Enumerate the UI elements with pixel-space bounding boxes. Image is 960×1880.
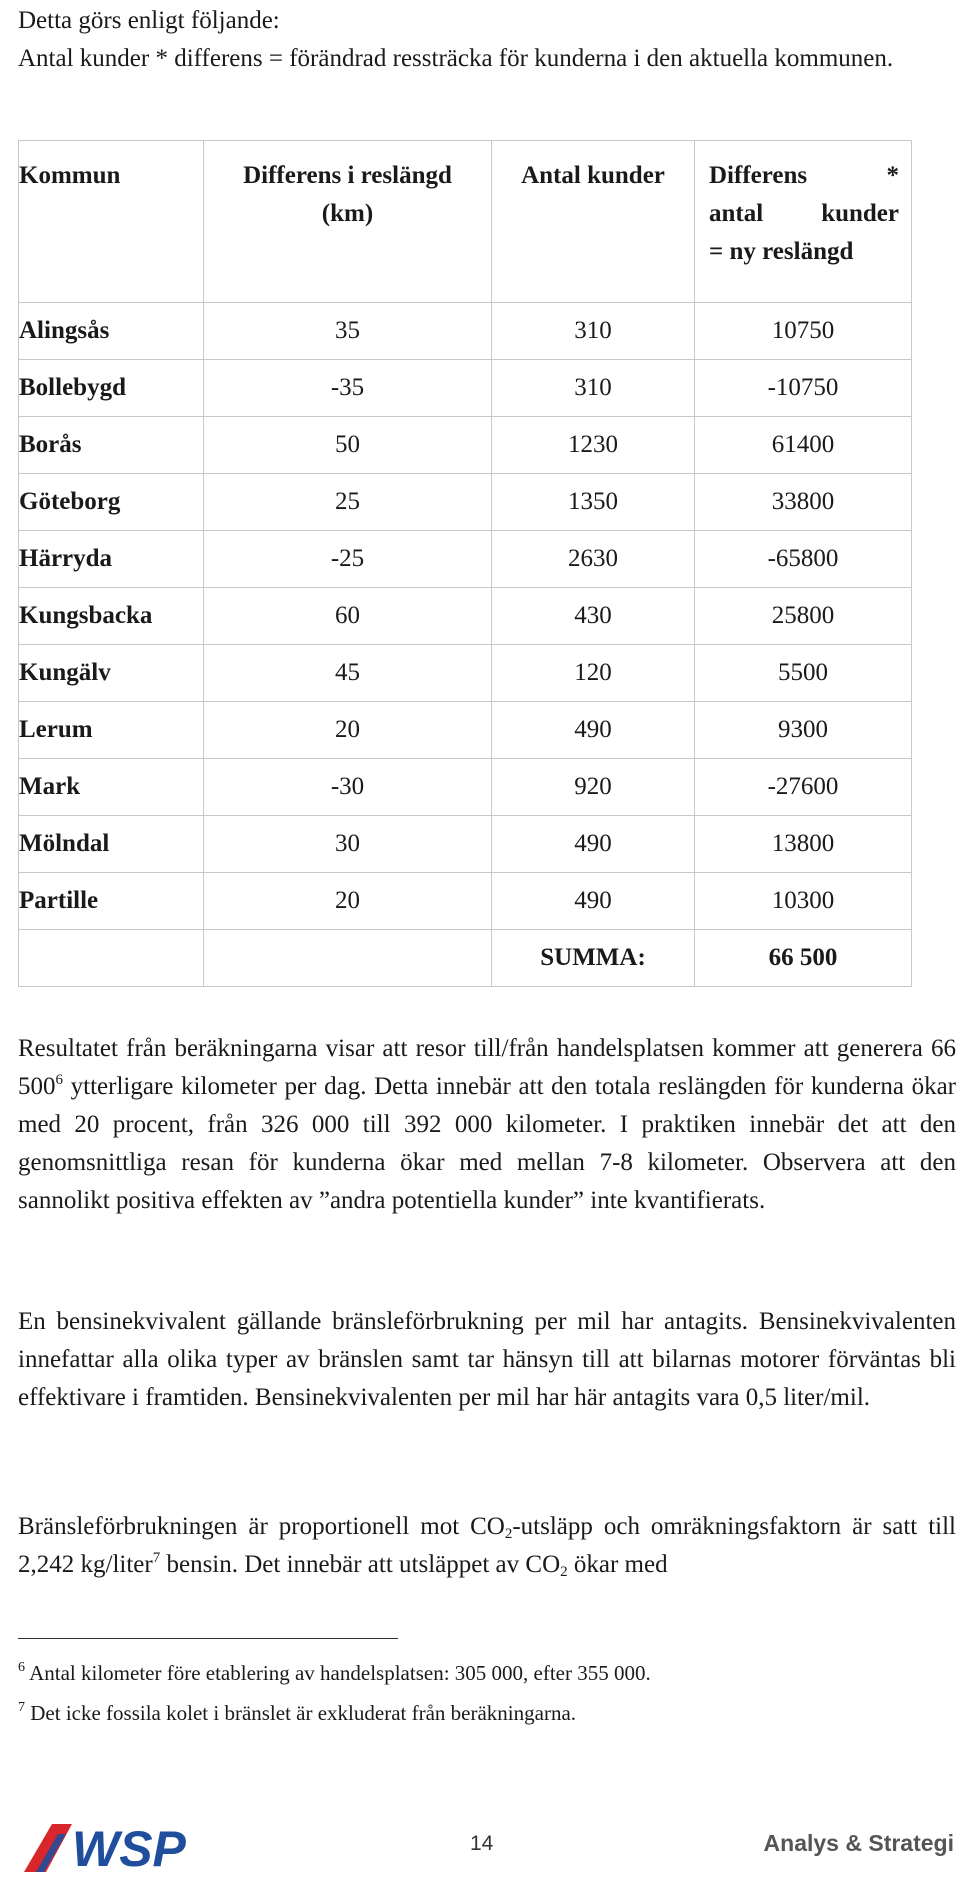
cell-differens: -35 — [204, 360, 492, 417]
footnote-divider — [18, 1638, 398, 1639]
cell-kommun: Partille — [19, 873, 204, 930]
cell-kommun: Kungälv — [19, 645, 204, 702]
cell-antal: 120 — [492, 645, 695, 702]
footnote-ref-6: 6 — [55, 1072, 63, 1088]
table-row — [19, 759, 912, 816]
cell-kommun: Borås — [19, 417, 204, 474]
cell-antal: 310 — [492, 303, 695, 360]
cell-differens: 60 — [204, 588, 492, 645]
cell-ny-reslangd: -27600 — [695, 759, 912, 816]
table-row — [19, 702, 912, 759]
cell-kommun: Kungsbacka — [19, 588, 204, 645]
co2-subscript: 2 — [560, 1564, 568, 1580]
sum-label: SUMMA: — [492, 930, 695, 987]
table-row — [19, 588, 912, 645]
table-row — [19, 816, 912, 873]
table-row — [19, 474, 912, 531]
table-row — [19, 417, 912, 474]
cell-differens: 50 — [204, 417, 492, 474]
table-row — [19, 873, 912, 930]
paragraph-resultat-b: ytterligare kilometer per dag. Detta innebär att den totala reslängden för kunderna ökar med 20 procent, från 326 000 till 392 000 kilometer. I praktiken innebär det att den genomsnittliga resan för kunderna ökar med mellan 7-8 kilometer. Observera att den sannolikt positiva effekten av ”andra potentiella kunder” inte kvantifierats. — [18, 1073, 956, 1214]
cell-differens: 20 — [204, 702, 492, 759]
cell-ny-reslangd: 61400 — [695, 417, 912, 474]
intro-line-2: Antal kunder * differens = förändrad ressträcka för kunderna i den aktuella kommunen. — [18, 45, 894, 72]
footnote-7 — [18, 1698, 918, 1728]
report-series-label: Analys & Strategi — [763, 1830, 954, 1856]
cell-ny-reslangd: -65800 — [695, 531, 912, 588]
header-differens-line-1: Differens i reslängd — [243, 162, 452, 189]
cell-kommun: Lerum — [19, 702, 204, 759]
sum-empty-cell — [204, 930, 492, 987]
wsp-logo — [22, 1816, 222, 1876]
cell-differens: -30 — [204, 759, 492, 816]
sum-value: 66 500 — [695, 930, 912, 987]
cell-kommun: Göteborg — [19, 474, 204, 531]
paragraph-co2-d: ökar med — [567, 1551, 668, 1578]
footnote-text: Det icke fossila kolet i bränslet är exkluderat från beräkningarna. — [25, 1701, 577, 1725]
paragraph-bensin-text: En bensinekvivalent gällande bränsleförbrukning per mil har antagits. Bensinekvivalenten innefattar alla olika typer av bränslen samt tar hänsyn till att bilarnas motorer förväntas bli effektivare i framtiden. Bensinekvivalenten per mil har här antagits vara 0,5 liter/mil. — [18, 1308, 956, 1411]
cell-differens: 20 — [204, 873, 492, 930]
cell-differens: 45 — [204, 645, 492, 702]
paragraph-co2 — [18, 1508, 956, 1584]
header-differens — [204, 141, 492, 303]
cell-antal: 310 — [492, 360, 695, 417]
table-header-row — [19, 141, 912, 303]
page-footer — [0, 1810, 960, 1880]
cell-ny-reslangd: 13800 — [695, 816, 912, 873]
co2-subscript: 2 — [504, 1526, 513, 1542]
cell-antal: 490 — [492, 873, 695, 930]
cell-ny-reslangd: -10750 — [695, 360, 912, 417]
paragraph-co2-a: Bränsleförbrukningen är proportionell mot CO — [18, 1513, 505, 1540]
table-row — [19, 645, 912, 702]
header-ny-reslangd-a: Differens — [709, 162, 808, 189]
footnotes — [18, 1658, 918, 1738]
cell-antal: 2630 — [492, 531, 695, 588]
footnote-6 — [18, 1658, 918, 1688]
header-ny-reslangd-c: antal — [709, 200, 764, 227]
cell-kommun: Mölndal — [19, 816, 204, 873]
cell-differens: 35 — [204, 303, 492, 360]
cell-antal: 1350 — [492, 474, 695, 531]
header-ny-reslangd-e: = ny reslängd — [709, 238, 854, 265]
paragraph-resultat-a: Resultatet från beräkningarna visar att resor till/från handelsplatsen kommer att generera 66 500 — [18, 1035, 956, 1100]
sum-row — [19, 930, 912, 987]
header-antal-kunder: Antal kunder — [492, 141, 695, 303]
footnote-number: 6 — [18, 1660, 25, 1675]
footnote-ref-7: 7 — [152, 1550, 161, 1566]
header-kommun: Kommun — [19, 141, 204, 303]
cell-ny-reslangd: 9300 — [695, 702, 912, 759]
cell-antal: 490 — [492, 702, 695, 759]
cell-antal: 1230 — [492, 417, 695, 474]
intro-text — [18, 2, 948, 78]
footnote-number: 7 — [18, 1700, 25, 1715]
cell-antal: 490 — [492, 816, 695, 873]
cell-ny-reslangd: 25800 — [695, 588, 912, 645]
header-ny-reslangd-b: * — [886, 162, 899, 189]
page-number: 14 — [470, 1832, 494, 1855]
footnote-text: Antal kilometer före etablering av handelsplatsen: 305 000, efter 355 000. — [25, 1661, 651, 1685]
paragraph-co2-b: -utsläpp och omräkningsfaktorn är satt till 2,242 kg/liter — [18, 1513, 956, 1578]
cell-kommun: Mark — [19, 759, 204, 816]
table-row — [19, 360, 912, 417]
cell-kommun: Bollebygd — [19, 360, 204, 417]
cell-kommun: Härryda — [19, 531, 204, 588]
header-ny-reslangd-d: kunder — [821, 200, 899, 227]
cell-ny-reslangd: 10750 — [695, 303, 912, 360]
kommun-table — [18, 140, 912, 987]
cell-antal: 430 — [492, 588, 695, 645]
table-row — [19, 303, 912, 360]
logo-text: WSP — [72, 1821, 186, 1876]
intro-line-1: Detta görs enligt följande: — [18, 7, 280, 34]
paragraph-co2-c: bensin. Det innebär att utsläppet av CO — [160, 1551, 561, 1578]
cell-ny-reslangd: 10300 — [695, 873, 912, 930]
cell-ny-reslangd: 33800 — [695, 474, 912, 531]
cell-ny-reslangd: 5500 — [695, 645, 912, 702]
table-row — [19, 531, 912, 588]
header-differens-line-2: (km) — [321, 200, 374, 227]
sum-empty-cell — [19, 930, 204, 987]
cell-kommun: Alingsås — [19, 303, 204, 360]
cell-antal: 920 — [492, 759, 695, 816]
cell-differens: 30 — [204, 816, 492, 873]
paragraph-resultat — [18, 1030, 956, 1220]
paragraph-bensin — [18, 1303, 956, 1417]
header-ny-reslangd — [695, 141, 912, 303]
cell-differens: 25 — [204, 474, 492, 531]
cell-differens: -25 — [204, 531, 492, 588]
